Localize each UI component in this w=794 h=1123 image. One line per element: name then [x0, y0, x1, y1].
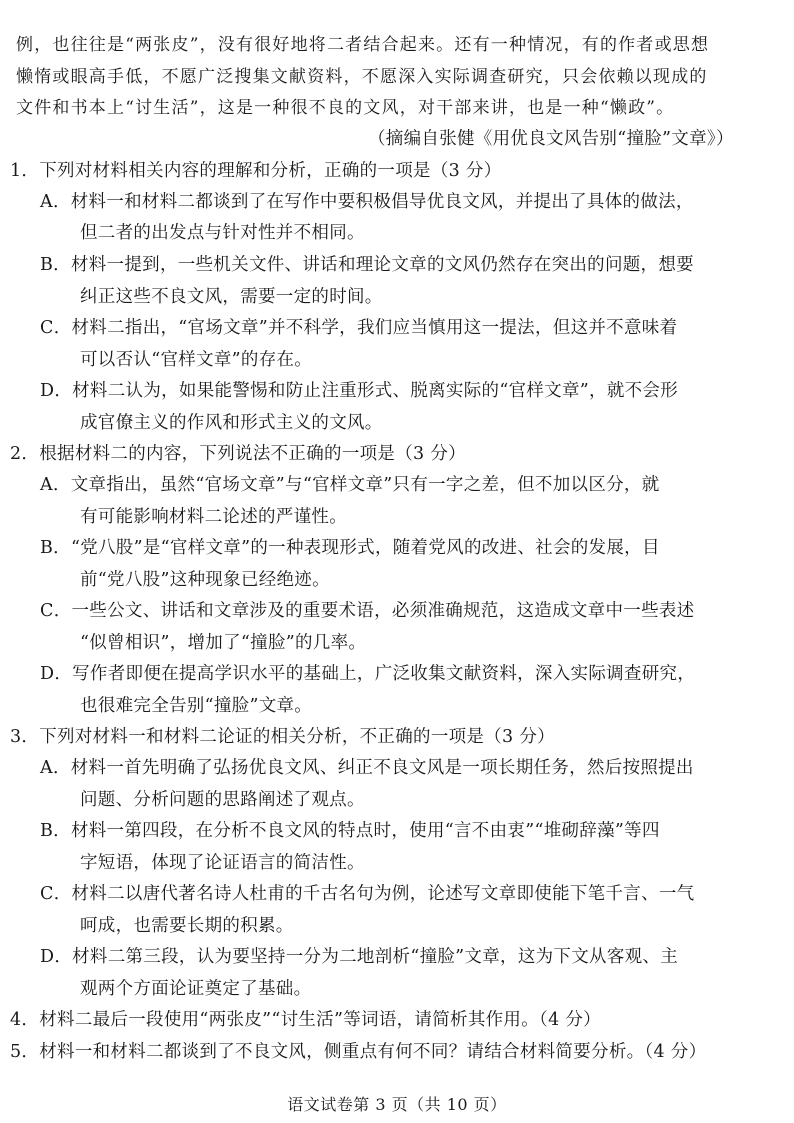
option-a: A．材料一和材料二都谈到了在写作中要积极倡导优良文风，并提出了具体的做法， — [40, 192, 694, 212]
option-d: D．材料二第三段，认为要坚持一分为二地剖析“撞脸”文章，这为下文从客观、主 — [40, 947, 679, 967]
option-a-cont: 但二者的出发点与针对性并不相同。 — [80, 223, 365, 243]
passage-line: 例，也往往是“两张皮”，没有很好地将二者结合起来。还有一种情况，有的作者或思想 — [16, 35, 710, 55]
option-c: C．材料二以唐代著名诗人杜甫的千古名句为例，论述写文章即使能下笔千言、一气 — [40, 884, 695, 904]
option-d: D．材料二认为，如果能警惕和防止注重形式、脱离实际的“官样文章”，就不会形 — [40, 381, 679, 401]
question-stem: 2．根据材料二的内容，下列说法不正确的一项是（3 分） — [10, 444, 466, 464]
option-b-cont: 纠正这些不良文风，需要一定的时间。 — [80, 287, 383, 307]
option-c-cont: 可以否认“官样文章”的存在。 — [80, 350, 313, 370]
option-b: B．材料一提到，一些机关文件、讲话和理论文章的文风仍然存在突出的问题，想要 — [40, 255, 694, 275]
option-c-cont: 呵成，也需要长期的积累。 — [80, 916, 294, 936]
option-a-cont: 问题、分析问题的思路阐述了观点。 — [80, 790, 365, 810]
question-stem: 1．下列对材料相关内容的理解和分析，正确的一项是（3 分） — [10, 161, 502, 181]
option-b: B．“党八股”是“官样文章”的一种表现形式，随着党风的改进、社会的发展，目 — [40, 538, 660, 558]
page-footer: 语文试卷第 3 页（共 10 页） — [287, 1095, 507, 1114]
option-a: A．文章指出，虽然“官场文章”与“官样文章”只有一字之差，但不加以区分，就 — [40, 475, 660, 495]
option-a-cont: 有可能影响材料二论述的严谨性。 — [80, 507, 347, 527]
question-stem: 3．下列对材料一和材料二论证的相关分析，不正确的一项是（3 分） — [10, 727, 555, 747]
option-c-cont: “似曾相识”，增加了“撞脸”的几率。 — [80, 633, 367, 653]
option-d-cont: 成官僚主义的作风和形式主义的文风。 — [80, 413, 383, 433]
option-b: B．材料一第四段，在分析不良文风的特点时，使用“言不由衷”“堆砌辞藻”等四 — [40, 821, 660, 841]
option-c: C．一些公文、讲话和文章涉及的重要术语，必须准确规范，这造成文章中一些表述 — [40, 601, 695, 621]
question-5-stem: 5．材料一和材料二都谈到了不良文风，侧重点有何不同？请结合材料简要分析。（4 分） — [10, 1042, 707, 1062]
question-4-stem: 4．材料二最后一段使用“两张皮”“讨生活”等词语，请简析其作用。（4 分） — [10, 1010, 601, 1030]
option-b-cont: 前“党八股”这种现象已经绝迹。 — [80, 570, 330, 590]
option-d: D．写作者即便在提高学识水平的基础上，广泛收集文献资料，深入实际调查研究， — [40, 664, 696, 684]
option-d-cont: 也很难完全告别“撞脸”文章。 — [80, 696, 313, 716]
passage-source: （摘编自张健《用优良文风告别“撞脸”文章》） — [368, 129, 734, 149]
passage-line: 文件和书本上“讨生活”，这是一种很不良的文风，对干部来讲，也是一种“懒政”。 — [16, 98, 675, 118]
passage-line: 懒惰或眼高手低，不愿广泛搜集文献资料，不愿深入实际调查研究，只会依赖以现成的 — [16, 67, 708, 87]
option-b-cont: 字短语，体现了论证语言的简洁性。 — [80, 853, 365, 873]
option-c: C．材料二指出，“官场文章”并不科学，我们应当慎用这一提法，但这并不意味着 — [40, 318, 678, 338]
option-a: A．材料一首先明确了弘扬优良文风、纠正不良文风是一项长期任务，然后按照提出 — [40, 758, 694, 778]
option-d-cont: 观两个方面论证奠定了基础。 — [80, 979, 312, 999]
